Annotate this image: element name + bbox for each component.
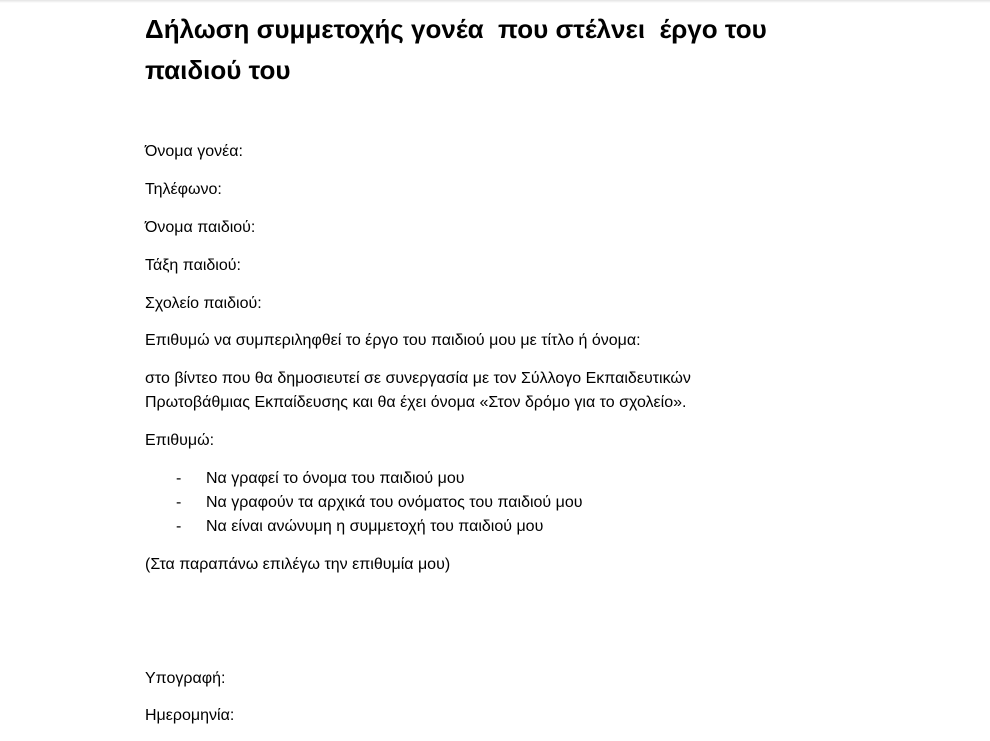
selection-note: (Στα παραπάνω επιλέγω την επιθυμία μου) — [145, 556, 451, 573]
wish-label: Επιθυμώ: — [145, 432, 215, 449]
video-paragraph: στο βίντεο που θα δημοσιευτεί σε συνεργασία με τον Σύλλογο Εκπαιδευτικών Πρωτοβάθμιας Εκπαίδευσης και θα έχει όνομα «Στον δρόμο για το σχολείο». — [145, 370, 696, 411]
option-anonymous: Να είναι ανώνυμη η συμμετοχή του παιδιού μου — [206, 518, 544, 535]
child-school-label: Σχολείο παιδιού: — [145, 295, 262, 312]
option-write-name: Να γραφεί το όνομα του παιδιού μου — [206, 470, 465, 487]
list-bullet: - — [176, 470, 182, 487]
list-bullet: - — [176, 518, 182, 535]
signature-label: Υπογραφή: — [145, 670, 226, 687]
phone-label: Τηλέφωνο: — [145, 181, 222, 198]
option-write-initials: Να γραφούν τα αρχικά του ονόματος του παιδιού μου — [206, 494, 583, 511]
request-line: Επιθυμώ να συμπεριληφθεί το έργο του παιδιού μου με τίτλο ή όνομα: — [145, 332, 641, 349]
document-title: Δήλωση συμμετοχής γονέα που στέλνει έργο του παιδιού του — [145, 14, 774, 85]
date-label: Ημερομηνία: — [145, 707, 235, 724]
list-bullet: - — [176, 494, 182, 511]
child-name-label: Όνομα παιδιού: — [145, 219, 256, 236]
parent-name-label: Όνομα γονέα: — [145, 143, 243, 160]
child-class-label: Τάξη παιδιού: — [145, 257, 241, 274]
